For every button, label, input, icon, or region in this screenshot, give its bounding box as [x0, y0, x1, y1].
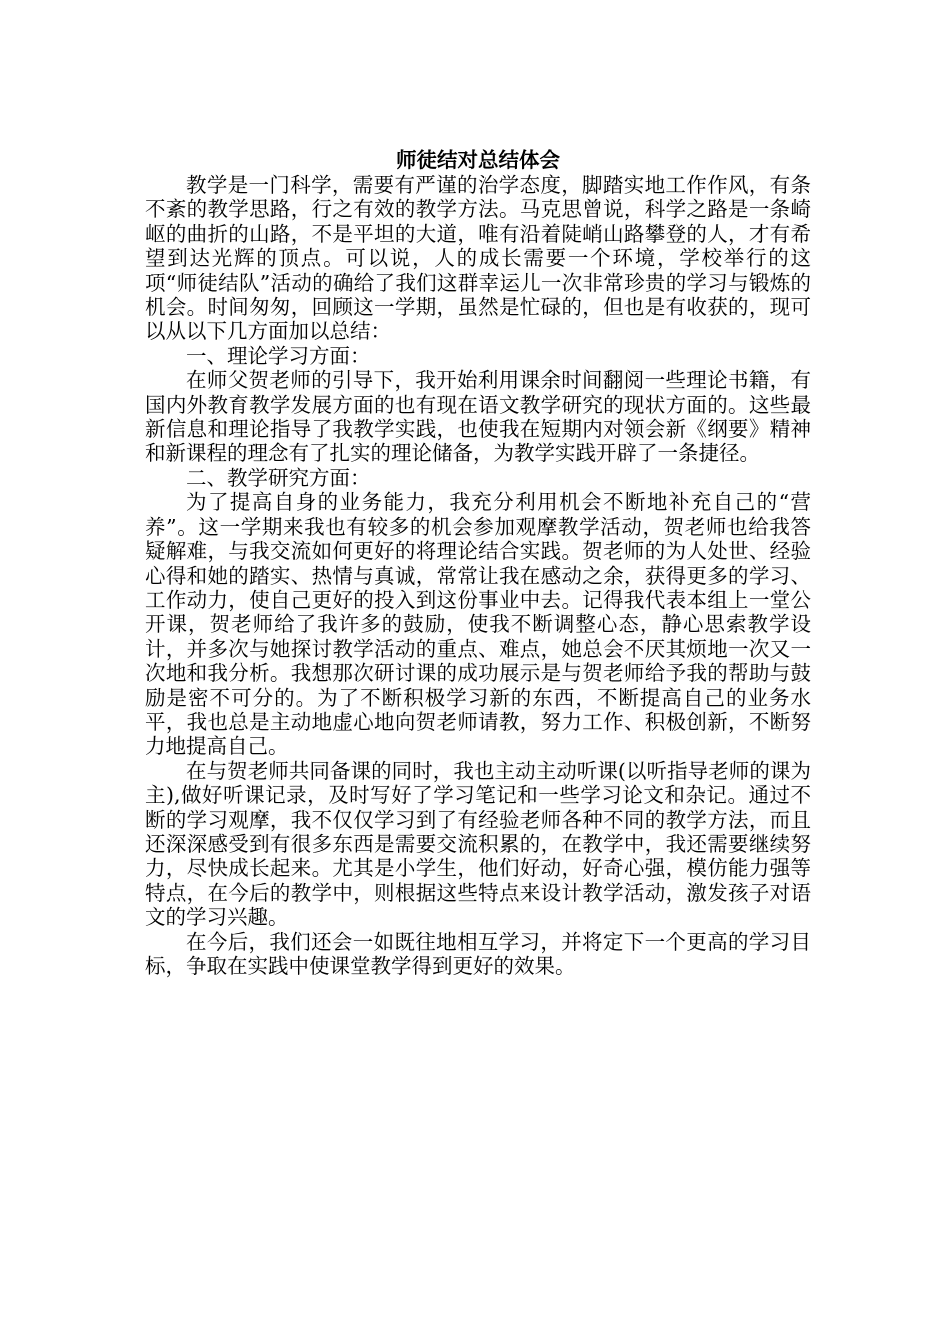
document-page — [145, 148, 811, 978]
section-heading-theory: 一、理论学习方面： — [186, 343, 371, 368]
section-heading-research: 二、教学研究方面： — [186, 465, 371, 490]
research-paragraph: 为了提高自身的业务能力，我充分利用机会不断地补充自己的“营养”。这一学期来我也有较多的机会参加观摩教学活动，贺老师也给我答疑解难，与我交流如何更好的将理论结合实践。贺老师的为人处世、经验心得和她的踏实、热情与真诚，常常让我在感动之余，获得更多的学习、工作动力，使自己更好的投入到这份事业中去。记得我代表本组上一堂公开课，贺老师给了我许多的鼓励，使我不断调整心态，静心思索教学设计，并多次与她探讨教学活动的重点、难点，她总会不厌其烦地一次又一次地和我分析。我想那次研讨课的成功展示是与贺老师给予我的帮助与鼓励是密不可分的。为了不断积极学习新的东西，不断提高自己的业务水平，我也总是主动地虚心地向贺老师请教，努力工作、积极创新，不断努力地提高自己。 — [145, 490, 811, 759]
closing-paragraph: 在今后，我们还会一如既往地相互学习，并将定下一个更高的学习目标，争取在实践中使课堂教学得到更好的效果。 — [145, 929, 811, 978]
intro-paragraph: 教学是一门科学，需要有严谨的治学态度，脚踏实地工作作风，有条不紊的教学思路，行之有效的教学方法。马克思曾说，科学之路是一条崎岖的曲折的山路，不是平坦的大道，唯有沿着陡峭山路攀登的人，才有希望到达光辉的顶点。可以说，人的成长需要一个环境，学校举行的这项“师徒结队”活动的确给了我们这群幸运儿一次非常珍贵的学习与锻炼的机会。时间匆匆，回顾这一学期，虽然是忙碌的，但也是有收获的，现可以从以下几方面加以总结： — [145, 173, 811, 344]
lesson-prep-paragraph: 在与贺老师共同备课的同时，我也主动主动听课(以听指导老师的课为主),做好听课记录，及时写好了学习笔记和一些学习论文和杂记。通过不断的学习观摩，我不仅仅学习到了有经验老师各种不同的教学方法，而且还深深感受到有很多东西是需要交流积累的，在教学中，我还需要继续努力，尽快成长起来。尤其是小学生，他们好动，好奇心强，模仿能力强等特点，在今后的教学中，则根据这些特点来设计教学活动，激发孩子对语文的学习兴趣。 — [145, 758, 811, 930]
document-title: 师徒结对总结体会 — [396, 148, 560, 172]
theory-paragraph: 在师父贺老师的引导下，我开始利用课余时间翻阅一些理论书籍，有国内外教育教学发展方面的也有现在语文教学研究的现状方面的。这些最新信息和理论指导了我教学实践，也使我在短期内对领会新《纲要》精神和新课程的理念有了扎实的理论储备，为教学实践开辟了一条捷径。 — [145, 368, 811, 466]
